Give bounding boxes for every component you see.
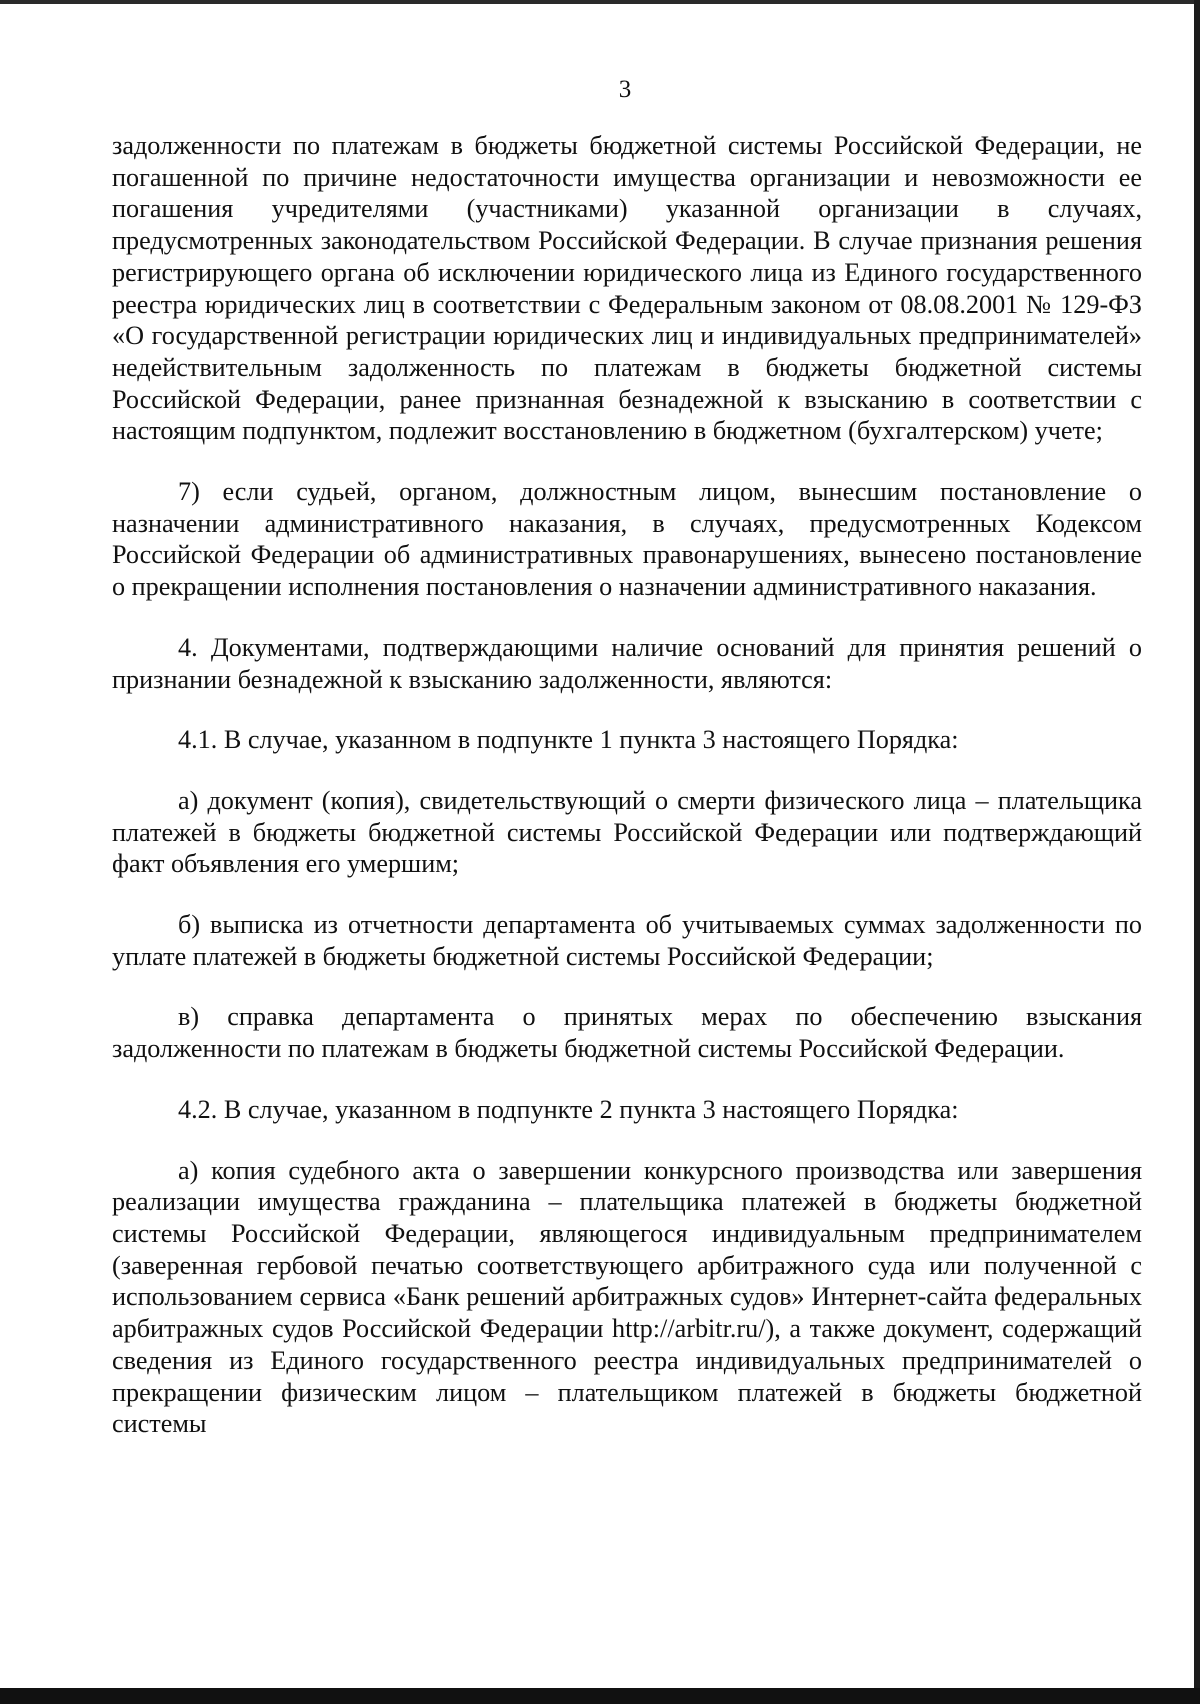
scan-edge-right <box>1194 0 1200 1704</box>
paragraph-section-4-1: 4.1. В случае, указанном в подпункте 1 пункта 3 настоящего Порядка: <box>178 725 959 755</box>
paragraph-4-1-b: б) выписка из отчетности департамента об учитываемых суммах задолженности по уплате платежей в бюджеты бюджетной системы Российской Федерации; <box>112 910 1142 971</box>
paragraph-section-4: 4. Документами, подтверждающими наличие оснований для принятия решений о признании безнадежной к взысканию задолженности, являются: <box>112 632 1142 694</box>
scan-edge-top <box>0 0 1200 4</box>
scan-edge-bottom <box>0 1688 1200 1704</box>
paragraph-4-1-a: а) документ (копия), свидетельствующий о смерти физического лица – плательщика платежей в бюджеты бюджетной системы Российской Федерации или подтверждающий факт объявления его умершим; <box>112 785 1142 879</box>
document-body <box>112 130 1142 1440</box>
paragraph-4-1-v: в) справка департамента о принятых мерах по обеспечению взыскания задолженности по платежам в бюджеты бюджетной системы Российской Федерации. <box>112 1002 1142 1064</box>
paragraph-continuation: задолженности по платежам в бюджеты бюджетной системы Российской Федерации, не погашенной по причине недостаточности имущества организации и невозможности ее погашения учредителями (участниками) указанной организации в случаях, предусмотренных законодательством Российской Федерации. В случае признания решения регистрирующего органа об исключении юридического лица из Единого государственного реестра юридических лиц в соответствии с Федеральным законом от 08.08.2001 № 129-ФЗ «О государственной регистрации юридических лиц и индивидуальных предпринимателей» недействительным задолженность по платежам в бюджеты бюджетной системы Российской Федерации, ранее признанная безнадежной к взысканию в соответствии с настоящим подпунктом, подлежит восстановлению в бюджетном (бухгалтерском) учете; <box>112 131 1142 446</box>
paragraph-4-2-a: а) копия судебного акта о завершении конкурсного производства или завершения реализации имущества гражданина – плательщика платежей в бюджеты бюджетной системы Российской Федерации, являющегося индивидуальным предпринимателем (заверенная гербовой печатью соответствующего арбитражного суда или полученной с использованием сервиса «Банк решений арбитражных судов» Интернет-сайта федеральных арбитражных судов Российской Федерации http://arbitr.ru/), а также документ, содержащий сведения из Единого государственного реестра индивидуальных предпринимателей о прекращении физическим лицом – плательщиком платежей в бюджеты бюджетной системы <box>112 1155 1142 1439</box>
paragraph-section-4-2: 4.2. В случае, указанном в подпункте 2 пункта 3 настоящего Порядка: <box>178 1094 959 1124</box>
page-number: 3 <box>618 76 632 103</box>
paragraph-subitem-7: 7) если судьей, органом, должностным лицом, вынесшим постановление о назначении административного наказания, в случаях, предусмотренных Кодексом Российской Федерации об административных правонарушениях, вынесено постановление о прекращении исполнения постановления о назначении административного наказания. <box>112 477 1142 602</box>
